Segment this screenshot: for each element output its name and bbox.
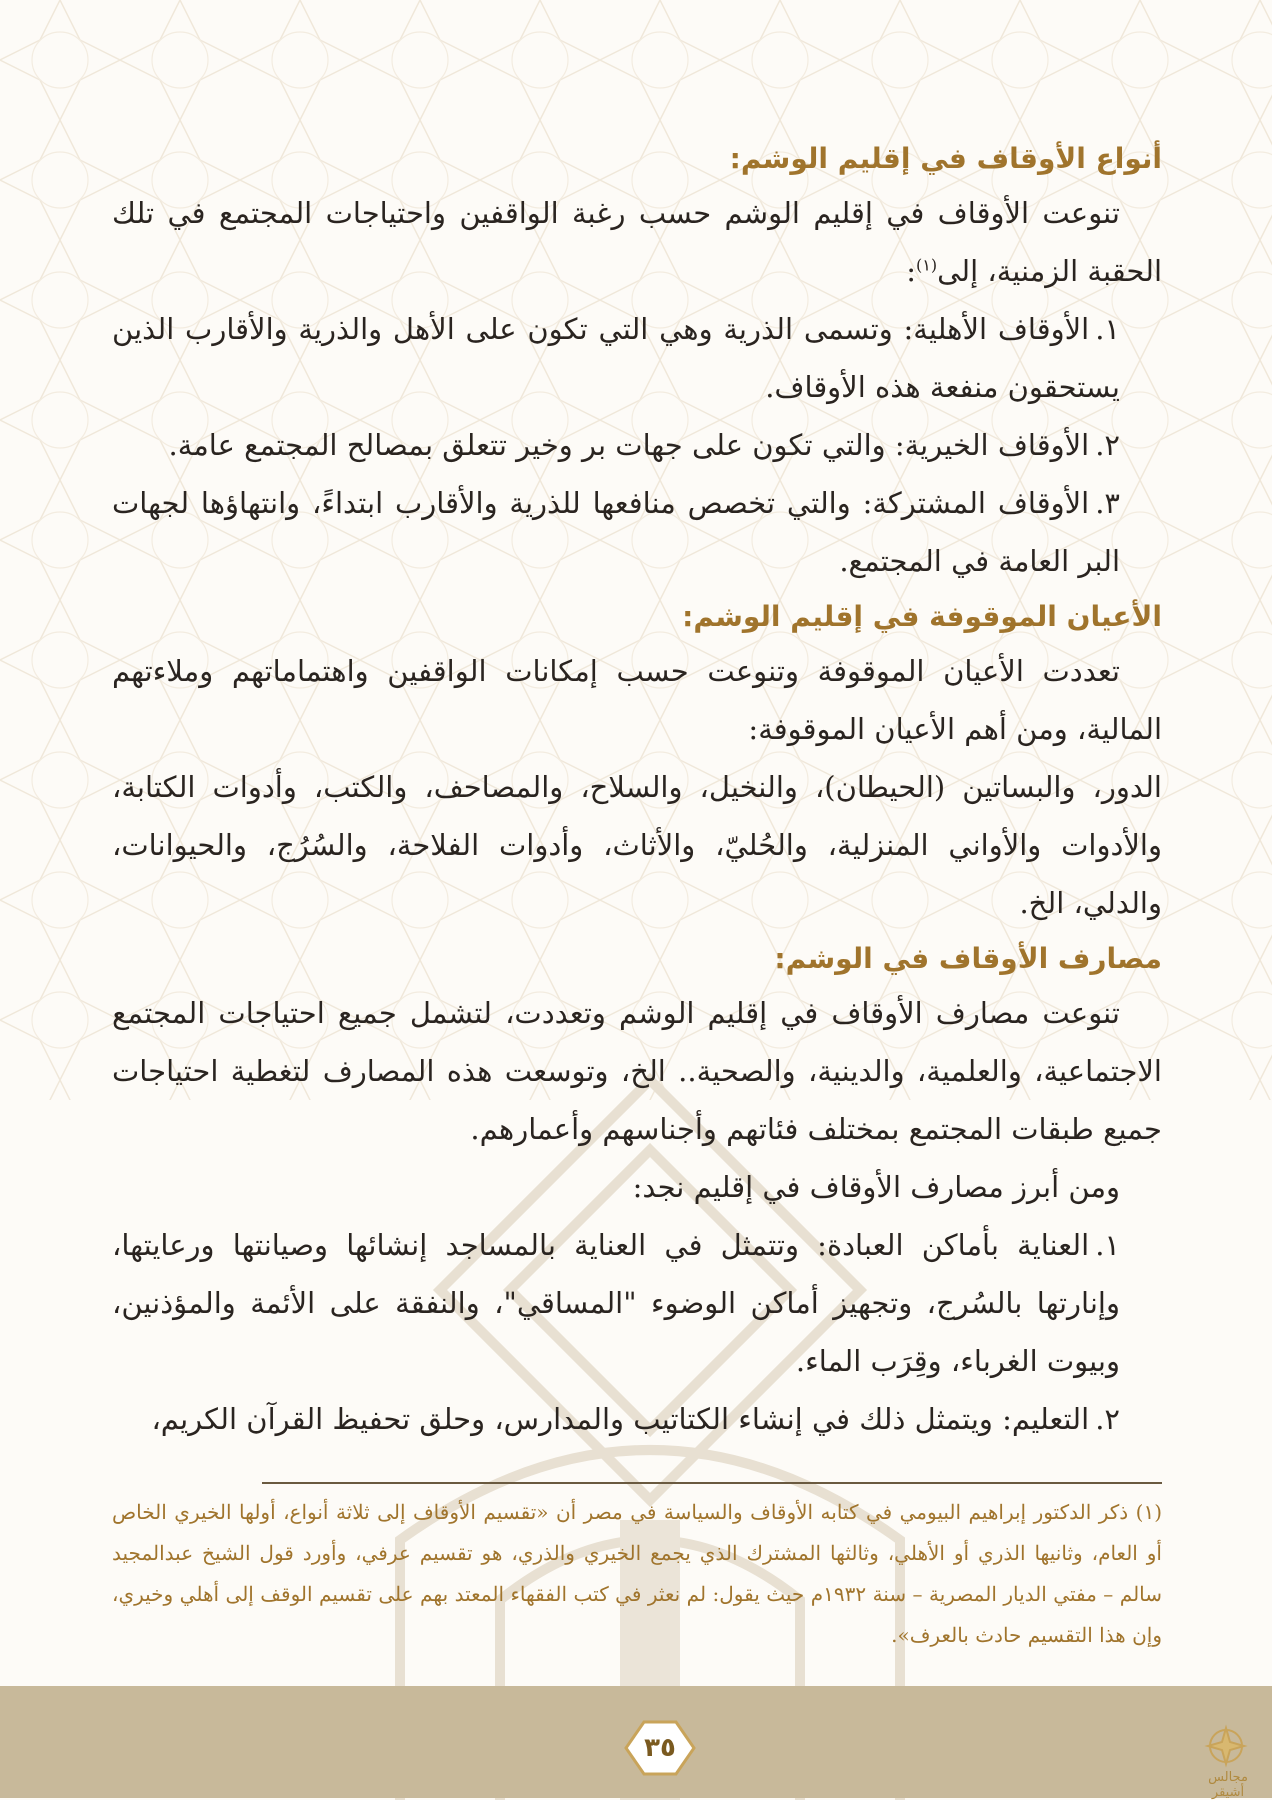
section-heading-endowed-assets: الأعيان الموقوفة في إقليم الوشم: [682, 600, 1162, 633]
list-item-number: ١. [1095, 312, 1120, 346]
list-item-text: الأوقاف الأهلية: وتسمى الذرية وهي التي تكون على الأهل والذرية والأقارب الذين يستحقون منفعة هذه الأوقاف. [112, 312, 1120, 404]
paragraph-expenditures-lead: ومن أبرز مصارف الأوقاف في إقليم نجد: [632, 1170, 1120, 1204]
footnote-ref[interactable]: (١) [915, 255, 938, 275]
waqf-types-list [112, 300, 1162, 590]
page-number: ٣٥ [644, 1733, 676, 1763]
list-item [112, 1390, 1162, 1448]
list-item [112, 300, 1162, 416]
page-body [112, 132, 1162, 1448]
list-item [112, 474, 1162, 590]
list-item [112, 1216, 1162, 1390]
paragraph-expenditures-intro: تنوعت مصارف الأوقاف في إقليم الوشم وتعددت، لتشمل جميع احتياجات المجتمع الاجتماعية، والعلمية، والدينية، والصحية.. الخ، وتوسعت هذه المصارف لتغطية احتياجات جميع طبقات المجتمع بمختلف فئاتهم وأجناسهم وأعمارهم. [112, 996, 1162, 1146]
intro-text: تنوعت الأوقاف في إقليم الوشم حسب رغبة الواقفين واحتياجات المجتمع في تلك الحقبة الزمنية، إلى [112, 196, 1162, 288]
list-item-number: ٣. [1095, 486, 1120, 520]
list-item-text: الأوقاف المشتركة: والتي تخصص منافعها للذرية والأقارب ابتداءً، وانتهاؤها لجهات البر العامة في المجتمع. [112, 486, 1120, 578]
expenditures-list [112, 1216, 1162, 1448]
list-item-number: ١. [1095, 1228, 1120, 1262]
list-item-text: الأوقاف الخيرية: والتي تكون على جهات بر وخير تتعلق بمصالح المجتمع عامة. [168, 428, 1090, 462]
list-item-number: ٢. [1095, 1402, 1120, 1436]
section-heading-waqf-expenditures: مصارف الأوقاف في الوشم: [774, 942, 1162, 975]
logo-text: مجالس أشيقر [1208, 1770, 1248, 1800]
section-heading-waqf-types: أنواع الأوقاف في إقليم الوشم: [729, 142, 1162, 175]
intro-colon: : [906, 254, 916, 288]
paragraph-waqf-types-intro [112, 184, 1162, 300]
paragraph-endowed-assets-list: الدور، والبساتين (الحيطان)، والنخيل، والسلاح، والمصاحف، والكتب، وأدوات الكتابة، والأدوات والأواني المنزلية، والحُليّ، والأثاث، وأدوات الفلاحة، والسُرُج، والحيوانات، والدلي، الخ. [112, 770, 1162, 920]
footnote: (١) ذكر الدكتور إبراهيم البيومي في كتابه الأوقاف والسياسة في مصر أن «تقسيم الأوقاف إلى ثلاثة أنواع، أولها الخيري الخاص أو العام، وثانيها الذري أو الأهلي، وثالثها المشترك الذي يجمع الخيري والذري، هو تقسيم عرفي، وأورد قول الشيخ عبدالمجيد سالم – مفتي الديار المصرية – سنة ١٩٣٢م حيث يقول: لم نعثر في كتب الفقهاء المعتد بهم على تقسيم الوقف إلى أهلي وخيري، وإن هذا التقسيم حادث بالعرف». [112, 1500, 1163, 1647]
paragraph-endowed-assets-intro: تعددت الأعيان الموقوفة وتنوعت حسب إمكانات الواقفين واهتماماتهم وملاءتهم المالية، ومن أهم الأعيان الموقوفة: [112, 654, 1162, 746]
list-item-number: ٢. [1095, 428, 1120, 462]
list-item-text: العناية بأماكن العبادة: وتتمثل في العناية بالمساجد إنشائها وصيانتها ورعايتها، وإنارتها بالسُرج، وتجهيز أماكن الوضوء "المساقي"، والنفقة على الأئمة والمؤذنين، وبيوت الغرباء، وقِرَب الماء. [112, 1228, 1120, 1378]
footnote-divider [262, 1482, 1162, 1484]
list-item [112, 416, 1162, 474]
list-item-text: التعليم: ويتمثل ذلك في إنشاء الكتاتيب والمدارس، وحلق تحفيظ القرآن الكريم، [151, 1402, 1090, 1436]
